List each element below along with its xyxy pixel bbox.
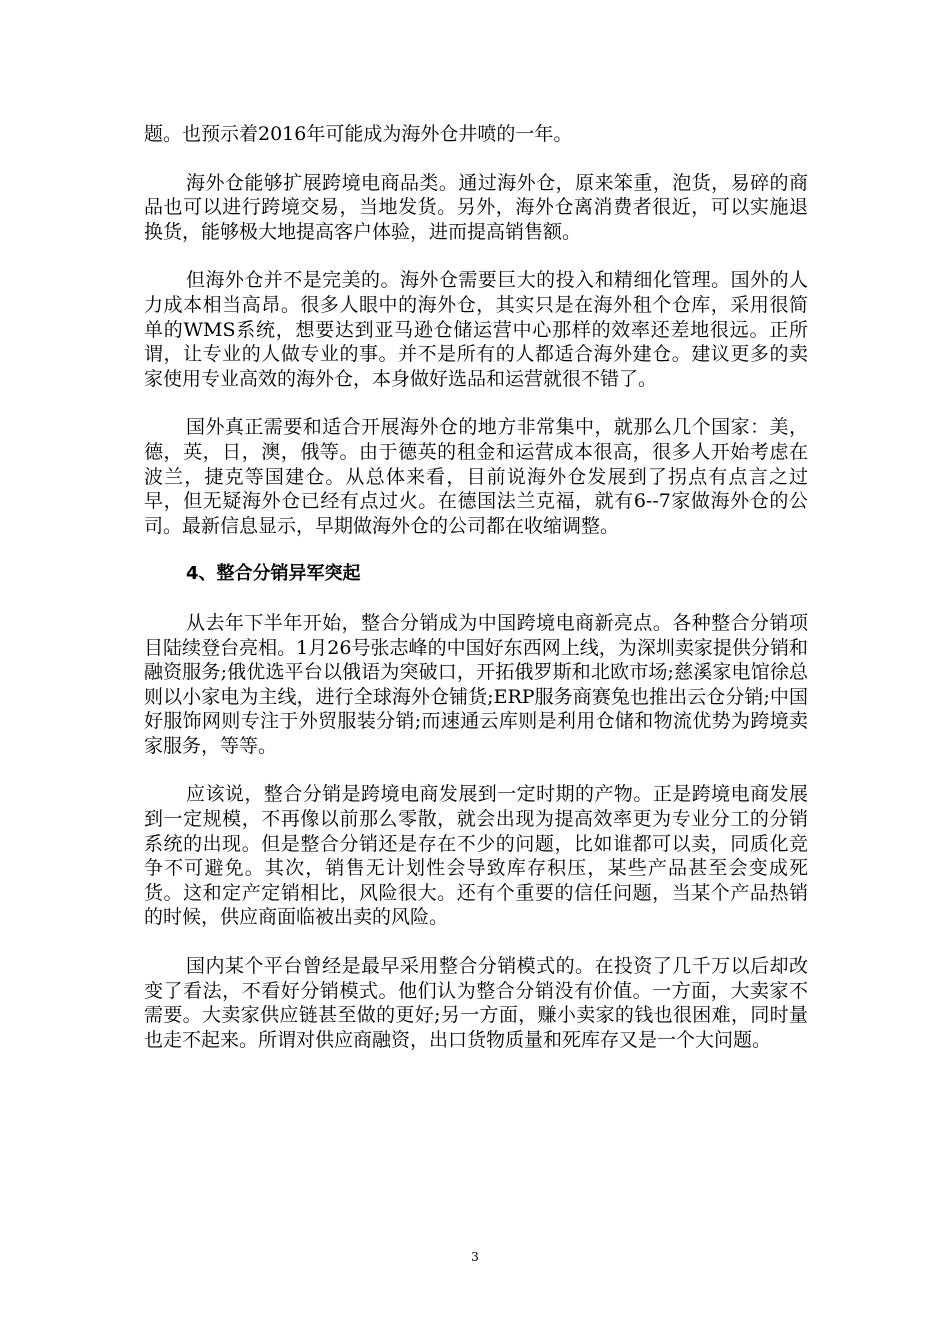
body-paragraph: 国内某个平台曾经是最早采用整合分销模式的。在投资了几千万以后却改变了看法，不看好分销模式。他们认为整合分销没有价值。一方面，大卖家不需要。大卖家供应链甚至做的更好;另一方面，赚小卖家的钱也很困难，同时量也走不起来。所谓对供应商融资，出口货物质量和死库存又是一个大问题。 (144, 955, 808, 1051)
body-paragraph: 但海外仓并不是完美的。海外仓需要巨大的投入和精细化管理。国外的人力成本相当高昂。很多人眼中的海外仓，其实只是在海外租个仓库，采用很简单的WMS系统，想要达到亚马逊仓储运营中心那样的效率还差地很远。正所谓，让专业的人做专业的事。并不是所有的人都适合海外建仓。建议更多的卖家使用专业高效的海外仓，本身做好选品和运营就很不错了。 (144, 269, 808, 390)
body-paragraph: 题。也预示着2016年可能成为海外仓井喷的一年。 (144, 123, 573, 145)
body-paragraph: 国外真正需要和适合开展海外仓的地方非常集中，就那么几个国家：美，德，英，日，澳，俄等。由于德英的租金和运营成本很高，很多人开始考虑在波兰，捷克等国建仓。从总体来看，目前说海外仓发展到了拐点有点言之过早，但无疑海外仓已经有点过火。在德国法兰克福，就有6--7家做海外仓的公司。最新信息显示，早期做海外仓的公司都在收缩调整。 (144, 416, 808, 537)
body-paragraph: 海外仓能够扩展跨境电商品类。通过海外仓，原来笨重，泡货，易碎的商品也可以进行跨境交易，当地发货。另外，海外仓离消费者很近，可以实施退换货，能够极大地提高客户体验，进而提高销售额。 (144, 171, 808, 243)
page-body (144, 122, 808, 1076)
page-number: 3 (471, 1250, 479, 1264)
body-paragraph: 从去年下半年开始，整合分销成为中国跨境电商新亮点。各种整合分销项目陆续登台亮相。1月26号张志峰的中国好东西网上线，为深圳卖家提供分销和融资服务;俄优选平台以俄语为突破口，开拓俄罗斯和北欧市场;慈溪家电馆徐总则以小家电为主线，进行全球海外仓铺货;ERP服务商赛兔也推出云仓分销;中国好服饰网则专注于外贸服装分销;而速通云库则是利用仓储和物流优势为跨境卖家服务，等等。 (144, 611, 808, 757)
section-heading: 4、整合分销异军突起 (186, 563, 361, 585)
body-paragraph: 应该说，整合分销是跨境电商发展到一定时期的产物。正是跨境电商发展到一定规模，不再像以前那么零散，就会出现为提高效率更为专业分工的分销系统的出现。但是整合分销还是存在不少的问题，比如谁都可以卖，同质化竞争不可避免。其次，销售无计划性会导致库存积压，某些产品甚至会变成死货。这和定产定销相比，风险很大。还有个重要的信任问题，当某个产品热销的时候，供应商面临被出卖的风险。 (144, 783, 808, 929)
